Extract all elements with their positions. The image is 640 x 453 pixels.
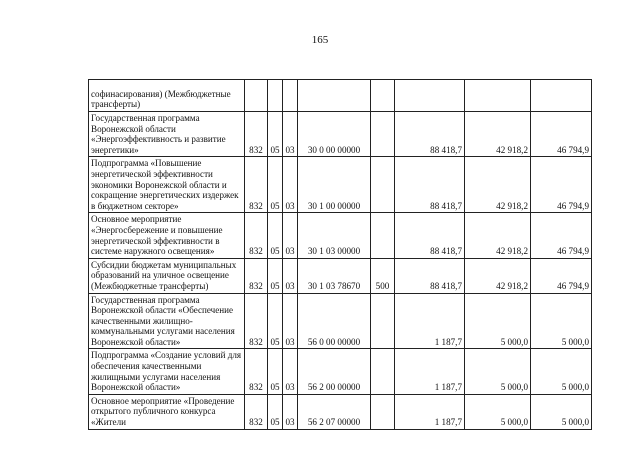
sum-2020-cell: 5 000,0	[465, 394, 531, 429]
sum-2021-cell: 46 794,9	[531, 258, 592, 293]
pr-cell: 03	[283, 293, 298, 349]
vr-cell	[371, 213, 395, 258]
table-row	[89, 213, 592, 258]
sum-2020-cell: 42 918,2	[465, 157, 531, 213]
sum-2019-cell: 88 418,7	[395, 157, 465, 213]
sum-2021-cell: 46 794,9	[531, 213, 592, 258]
grbs-cell	[245, 80, 268, 112]
table-row	[89, 293, 592, 349]
sum-2020-cell: 42 918,2	[465, 213, 531, 258]
csr-cell: 56 0 00 00000	[298, 293, 371, 349]
sum-2020-cell	[465, 80, 531, 112]
row-name-cell: Подпрограмма «Повышение энергетической эффективности экономики Воронежской области и сокращение энергетических издержек в бюджетном секторе»	[89, 157, 245, 213]
sum-2019-cell: 88 418,7	[395, 258, 465, 293]
grbs-cell: 832	[245, 213, 268, 258]
grbs-cell: 832	[245, 394, 268, 429]
row-name-cell: Государственная программа Воронежской области «Обеспечение качественными жилищно-коммунальными услугами населения Воронежской области»	[89, 293, 245, 349]
sum-2020-cell: 5 000,0	[465, 349, 531, 394]
pr-cell: 03	[283, 213, 298, 258]
pr-cell: 03	[283, 258, 298, 293]
pr-cell: 03	[283, 157, 298, 213]
page-number: 165	[311, 34, 329, 46]
rz-cell	[268, 80, 283, 112]
csr-cell: 30 0 00 00000	[298, 112, 371, 157]
table-row	[89, 112, 592, 157]
table-row	[89, 394, 592, 429]
vr-cell	[371, 112, 395, 157]
table-row	[89, 258, 592, 293]
pr-cell	[283, 80, 298, 112]
csr-cell: 56 2 00 00000	[298, 349, 371, 394]
rz-cell: 05	[268, 213, 283, 258]
sum-2020-cell: 42 918,2	[465, 112, 531, 157]
grbs-cell: 832	[245, 349, 268, 394]
row-name-cell: Основное мероприятие «Проведение открытого публичного конкурса «Жители	[89, 394, 245, 429]
vr-cell	[371, 80, 395, 112]
sum-2021-cell: 5 000,0	[531, 349, 592, 394]
vr-cell	[371, 349, 395, 394]
sum-2021-cell	[531, 80, 592, 112]
grbs-cell: 832	[245, 157, 268, 213]
csr-cell: 30 1 00 00000	[298, 157, 371, 213]
sum-2019-cell	[395, 80, 465, 112]
sum-2021-cell: 5 000,0	[531, 293, 592, 349]
csr-cell: 30 1 03 00000	[298, 213, 371, 258]
row-name-cell: Субсидии бюджетам муниципальных образований на уличное освещение (Межбюджетные трансферты)	[89, 258, 245, 293]
pr-cell: 03	[283, 349, 298, 394]
row-name-cell: Государственная программа Воронежской области «Энергоэффективность и развитие энергетики»	[89, 112, 245, 157]
grbs-cell: 832	[245, 112, 268, 157]
pr-cell: 03	[283, 112, 298, 157]
csr-cell: 56 2 07 00000	[298, 394, 371, 429]
vr-cell	[371, 157, 395, 213]
vr-cell	[371, 293, 395, 349]
vr-cell	[371, 394, 395, 429]
sum-2020-cell: 42 918,2	[465, 258, 531, 293]
pr-cell: 03	[283, 394, 298, 429]
sum-2021-cell: 46 794,9	[531, 157, 592, 213]
vr-cell: 500	[371, 258, 395, 293]
sum-2020-cell: 5 000,0	[465, 293, 531, 349]
row-name-cell: Подпрограмма «Создание условий для обеспечения качественными жилищными услугами населения Воронежской области»	[89, 349, 245, 394]
sum-2019-cell: 1 187,7	[395, 293, 465, 349]
grbs-cell: 832	[245, 258, 268, 293]
rz-cell: 05	[268, 394, 283, 429]
budget-table	[88, 79, 592, 430]
sum-2019-cell: 88 418,7	[395, 213, 465, 258]
rz-cell: 05	[268, 349, 283, 394]
row-name-cell: Основное мероприятие «Энергосбережение и повышение энергетической эффективности в системе наружного освещения»	[89, 213, 245, 258]
sum-2021-cell: 5 000,0	[531, 394, 592, 429]
table-row	[89, 80, 592, 112]
table-row	[89, 349, 592, 394]
rz-cell: 05	[268, 157, 283, 213]
csr-cell	[298, 80, 371, 112]
rz-cell: 05	[268, 293, 283, 349]
csr-cell: 30 1 03 78670	[298, 258, 371, 293]
sum-2019-cell: 1 187,7	[395, 349, 465, 394]
sum-2021-cell: 46 794,9	[531, 112, 592, 157]
sum-2019-cell: 1 187,7	[395, 394, 465, 429]
rz-cell: 05	[268, 258, 283, 293]
rz-cell: 05	[268, 112, 283, 157]
grbs-cell: 832	[245, 293, 268, 349]
row-name-cell: софинасирования) (Межбюджетные трансферты)	[89, 80, 245, 112]
table-row	[89, 157, 592, 213]
sum-2019-cell: 88 418,7	[395, 112, 465, 157]
